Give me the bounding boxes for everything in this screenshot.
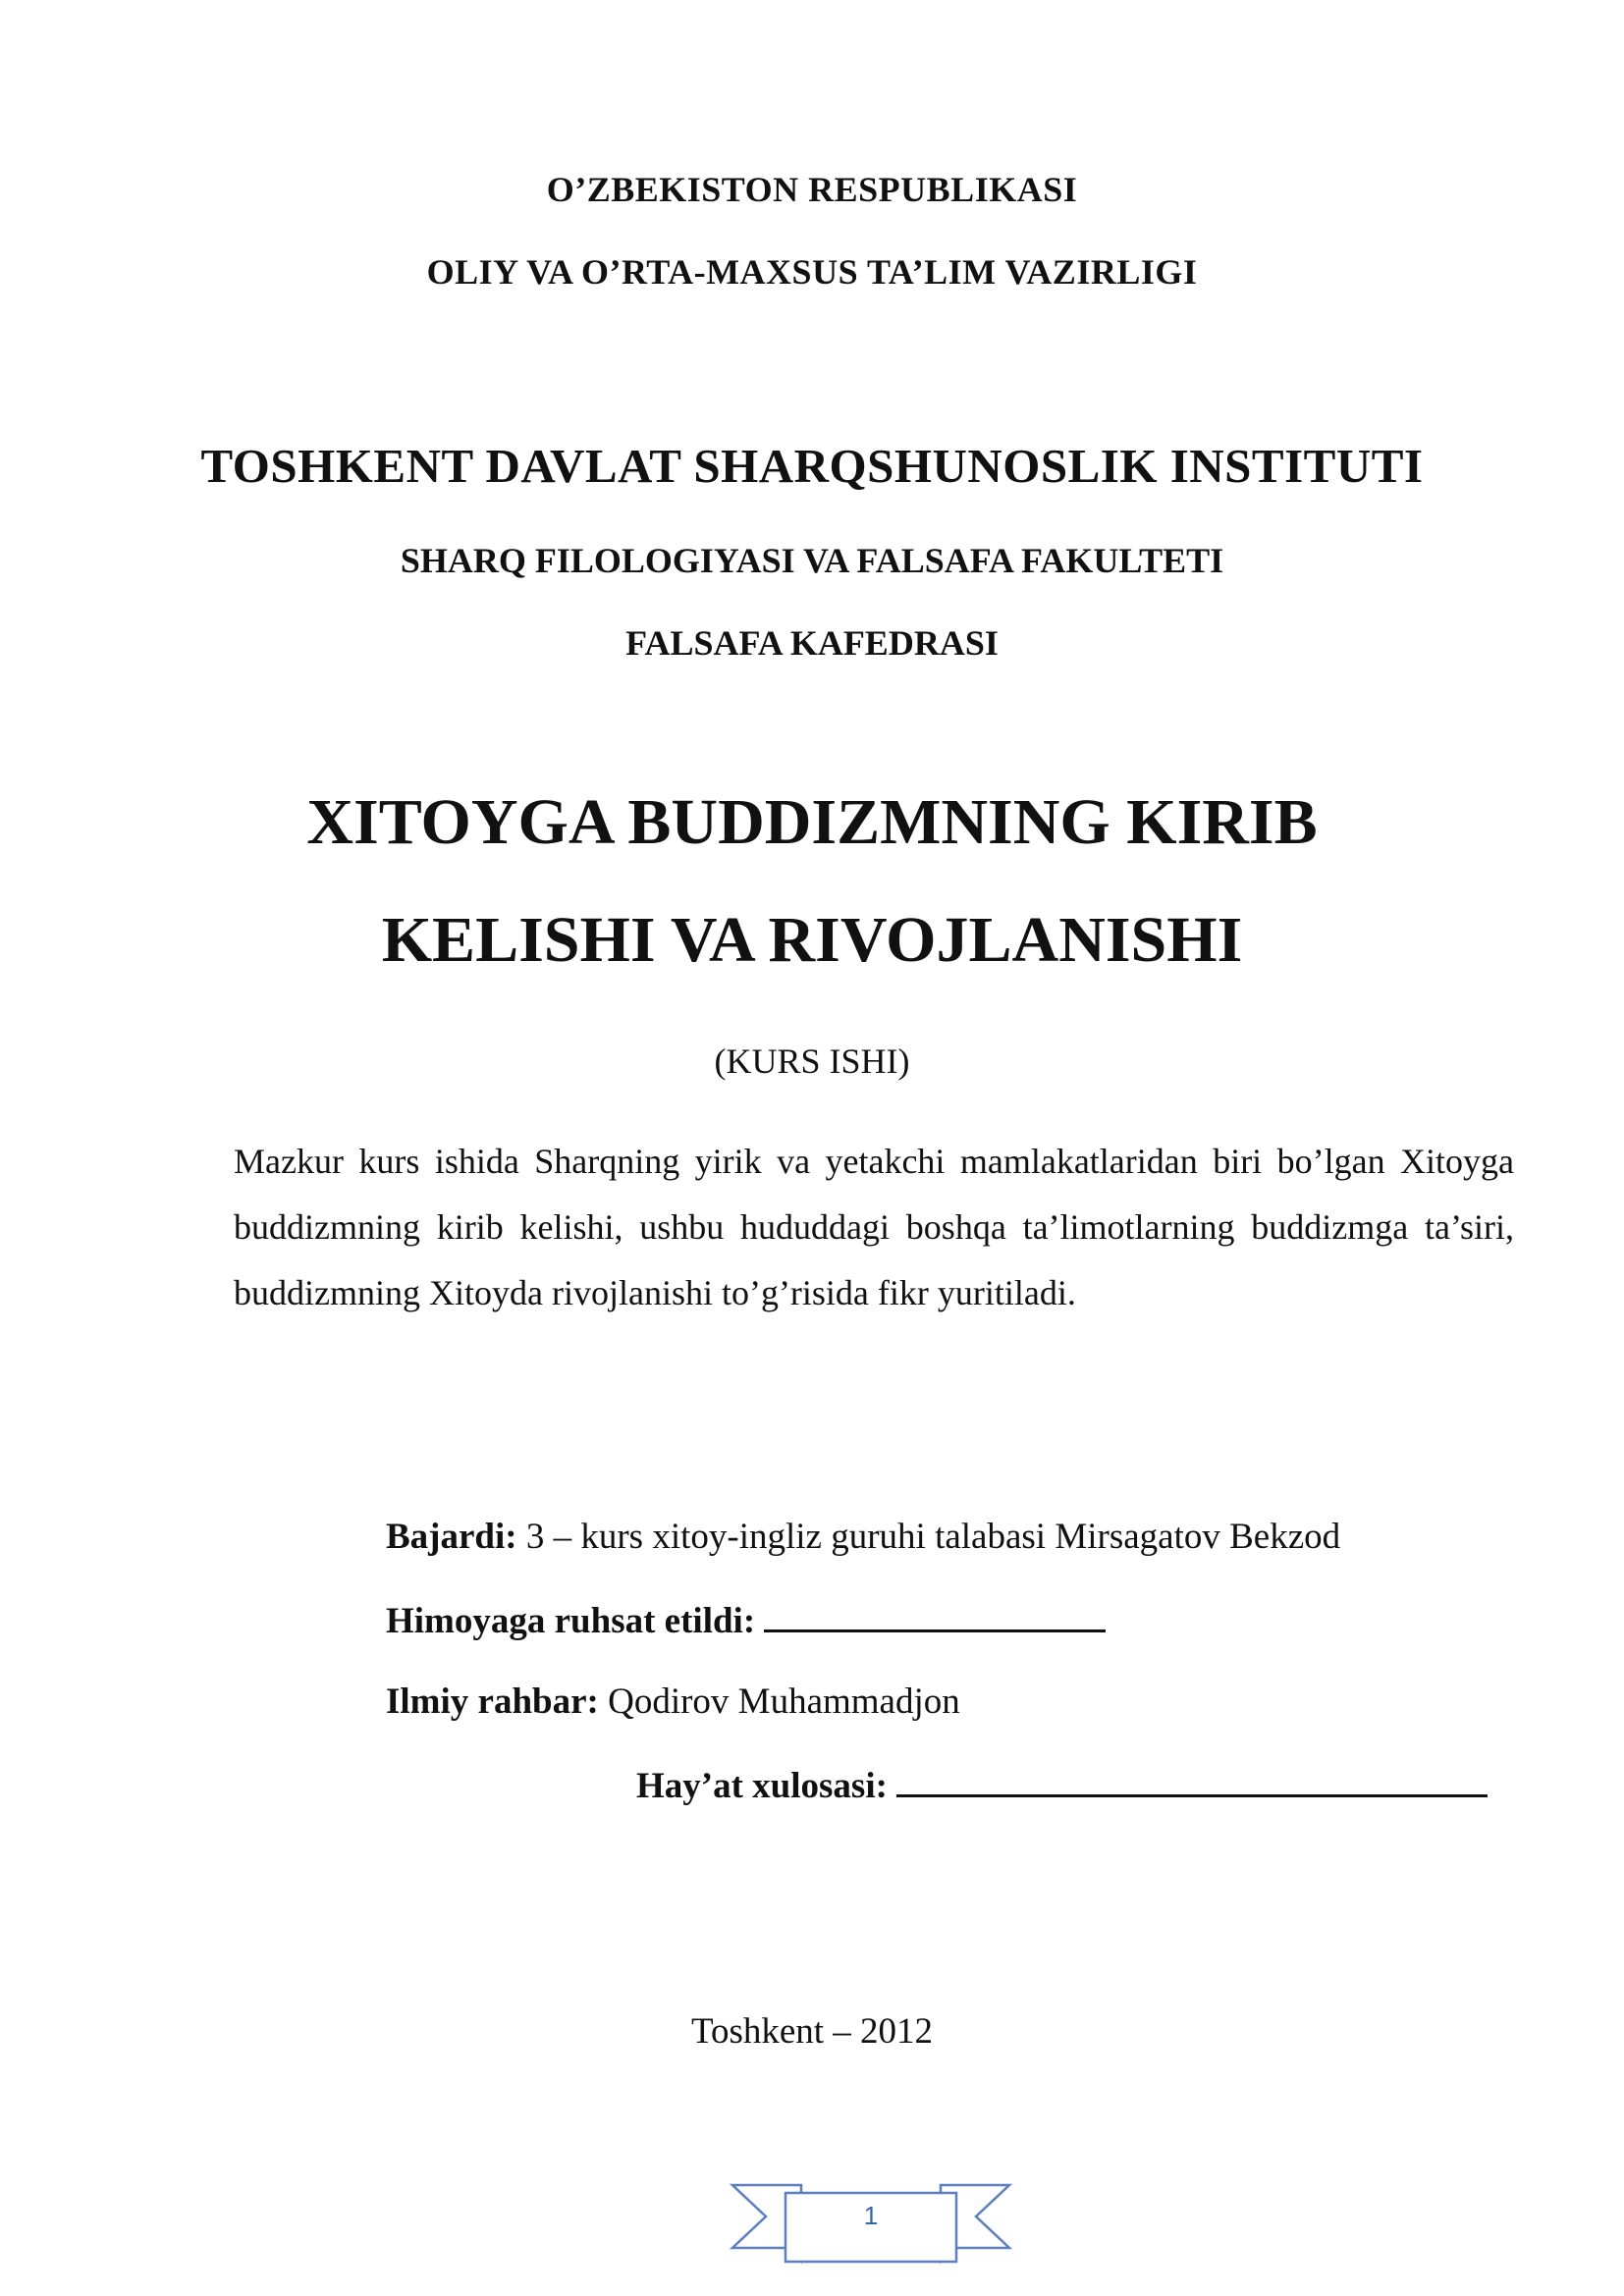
republic-heading: O’ZBEKISTON RESPUBLIKASI	[546, 170, 1078, 209]
document-type: (KURS ISHI)	[714, 1041, 910, 1081]
document-title-line-2: KELISHI VA RIVOJLANISHI	[381, 904, 1243, 976]
committee-conclusion-blank	[896, 1763, 1488, 1797]
performed-by-value: 3 – kurs xitoy-ingliz guruhi talabasi Mirsagatov Bekzod	[516, 1517, 1341, 1557]
department-name: FALSAFA KAFEDRASI	[625, 623, 999, 663]
ministry-heading: OLIY VA O’RTA-MAXSUS TA’LIM VAZIRLIGI	[426, 252, 1198, 292]
defense-permission-blank	[764, 1598, 1106, 1632]
defense-permission-line	[386, 1598, 1106, 1642]
committee-conclusion-line	[636, 1763, 1488, 1807]
page-number: 1	[863, 2201, 879, 2230]
advisor-value: Qodirov Muhammadjon	[598, 1682, 960, 1722]
committee-conclusion-label: Hay’at xulosasi:	[636, 1766, 897, 1806]
advisor-line	[386, 1681, 960, 1723]
abstract-paragraph: Mazkur kurs ishida Sharqning yirik va yetakchi mamlakatlaridan biri bo’lgan Xitoyga buddizmning kirib kelishi, ushbu hududdagi boshqa ta’limotlarning buddizmga ta’siri, buddizmning Xitoyda rivojlanishi to’g’risida fikr yuritiladi.	[234, 1142, 1514, 1312]
faculty-name: SHARQ FILOLOGIYASI VA FALSAFA FAKULTETI	[400, 541, 1224, 580]
performed-by-line	[386, 1516, 1340, 1558]
city-year: Toshkent – 2012	[690, 2011, 934, 2052]
defense-permission-label: Himoyaga ruhsat etildi:	[386, 1601, 765, 1641]
page-number-badge	[729, 2171, 1013, 2266]
advisor-label: Ilmiy rahbar:	[386, 1682, 599, 1722]
document-title-line-1: XITOYGA BUDDIZMNING KIRIB	[306, 786, 1318, 858]
performed-by-label: Bajardi:	[386, 1517, 517, 1557]
institution-name: TOSHKENT DAVLAT SHARQSHUNOSLIK INSTITUTI	[200, 439, 1424, 493]
